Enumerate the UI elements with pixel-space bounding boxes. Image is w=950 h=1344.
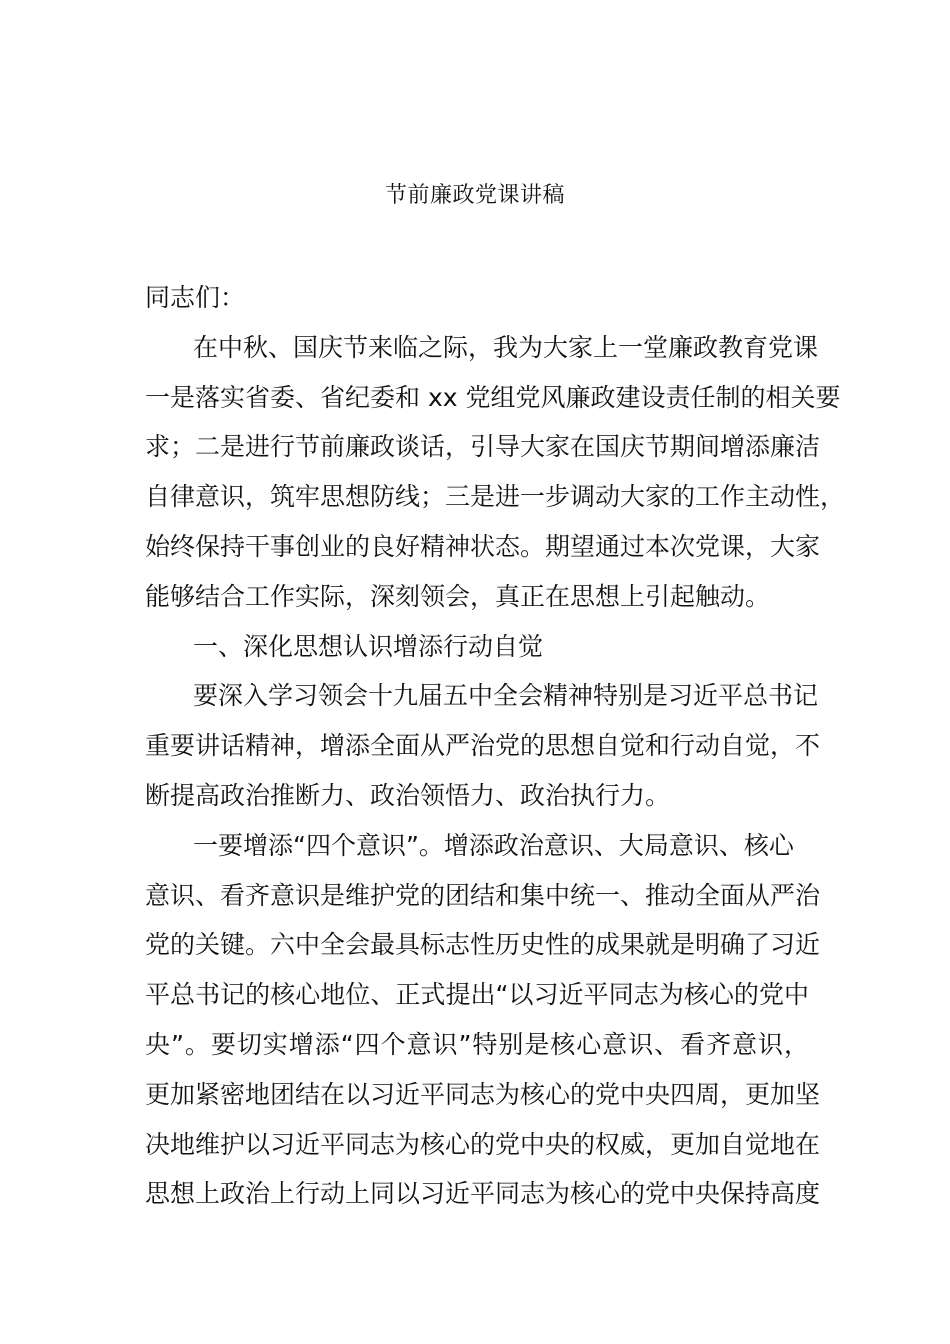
paragraph-line: 意识、看齐意识是维护党的团结和集中统一、推动全面从严治 <box>145 880 821 910</box>
paragraph-line: 要深入学习领会十九届五中全会精神特别是习近平总书记 <box>193 681 819 711</box>
paragraph-line: 重要讲话精神，增添全面从严治党的思想自觉和行动自觉，不 <box>145 731 821 761</box>
paragraph-line: 在中秋、国庆节来临之际，我为大家上一堂廉政教育党课 <box>193 332 819 362</box>
document-body <box>145 276 846 1222</box>
section-heading: 一、深化思想认识增添行动自觉 <box>193 631 544 661</box>
document-title: 节前廉政党课讲稿 <box>384 183 565 208</box>
paragraph-line: 始终保持干事创业的良好精神状态。期望通过本次党课，大家 <box>145 531 821 561</box>
paragraph-line: 党的关键。六中全会最具标志性历史性的成果就是明确了习近 <box>145 930 821 960</box>
paragraph-line: 更加紧密地团结在以习近平同志为核心的党中央四周，更加坚 <box>145 1079 821 1109</box>
paragraph-line: 央”。要切实增添“四个意识”特别是核心意识、看齐意识， <box>145 1029 809 1059</box>
salutation: 同志们： <box>145 283 246 312</box>
paragraph-line: 能够结合工作实际，深刻领会，真正在思想上引起触动。 <box>145 581 771 611</box>
paragraph-line: 平总书记的核心地位、正式提出“以习近平同志为核心的党中 <box>145 980 809 1010</box>
paragraph-line: 一是落实省委、省纪委和 xx 党组党风廉政建设责任制的相关要 <box>145 382 841 412</box>
paragraph-line: 断提高政治推断力、政治领悟力、政治执行力。 <box>145 780 671 810</box>
paragraph-line: 思想上政治上行动上同以习近平同志为核心的党中央保持高度 <box>145 1179 821 1209</box>
paragraph-line: 自律意识，筑牢思想防线；三是进一步调动大家的工作主动性， <box>145 482 846 512</box>
paragraph-line: 一要增添“四个意识”。增添政治意识、大局意识、核心 <box>193 830 794 860</box>
paragraph-line: 求；二是进行节前廉政谈话，引导大家在国庆节期间增添廉洁 <box>145 432 821 462</box>
paragraph-line: 决地维护以习近平同志为核心的党中央的权威，更加自觉地在 <box>145 1129 821 1159</box>
